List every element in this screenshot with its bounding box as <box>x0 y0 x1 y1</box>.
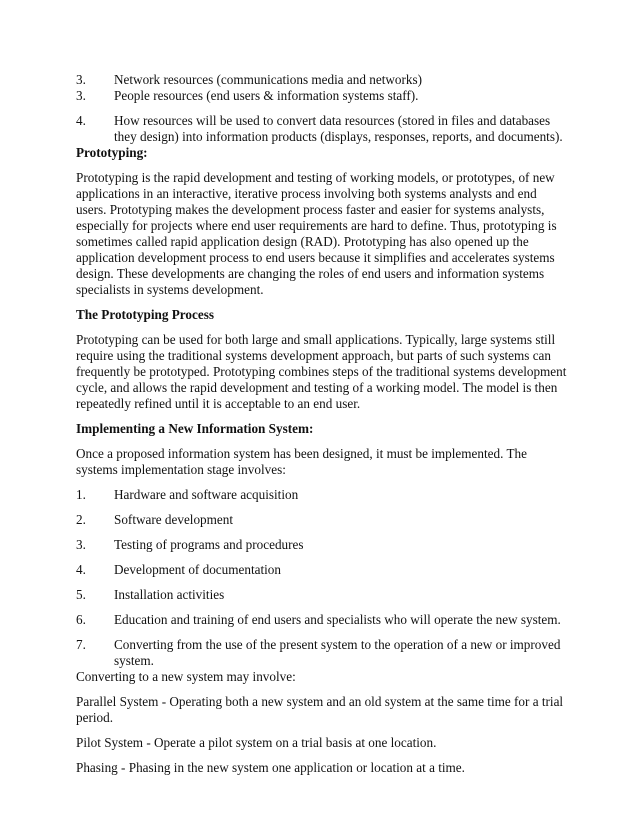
list-text: Converting from the use of the present system to the operation of a new or improved system. <box>114 637 561 668</box>
list-number: 3. <box>76 537 86 552</box>
list-item <box>76 537 568 553</box>
prototyping-process-heading: The Prototyping Process <box>76 307 214 322</box>
list-item <box>76 72 568 88</box>
list-item <box>76 512 568 528</box>
list-text: How resources will be used to convert data resources (stored in files and databases they design) into information products (displays, responses, reports, and documents). <box>114 113 563 144</box>
list-text: Development of documentation <box>114 562 281 577</box>
list-item <box>76 113 568 145</box>
list-number: 2. <box>76 512 86 527</box>
parallel-system-paragraph: Parallel System - Operating both a new system and an old system at the same time for a trial period. <box>76 694 564 725</box>
converting-intro: Converting to a new system may involve: <box>76 669 296 684</box>
list-text: Testing of programs and procedures <box>114 537 304 552</box>
list-text: Software development <box>114 512 234 527</box>
list-number: 3. <box>76 88 86 103</box>
list-number: 1. <box>76 487 86 502</box>
list-number: 6. <box>76 612 86 627</box>
list-text: Network resources (communications media and networks) <box>114 72 422 87</box>
implementing-intro: Once a proposed information system has been designed, it must be implemented. The systems implementation stage involves: <box>76 446 527 477</box>
list-item <box>76 88 568 104</box>
resources-list <box>76 72 568 145</box>
pilot-system-paragraph: Pilot System - Operate a pilot system on a trial basis at one location. <box>76 735 437 750</box>
list-number: 5. <box>76 587 86 602</box>
document-page <box>76 72 568 776</box>
prototyping-paragraph: Prototyping is the rapid development and testing of working models, or prototypes, of new applications in an interactive, iterative process involving both systems analysts and end users. Prototyping makes the development process faster and easier for systems analysts, especially for projects where end user requirements are hard to define. Thus, prototyping is sometimes called rapid application design (RAD). Prototyping has also opened up the application development process to end users because it simplifies and accelerates systems design. These developments are changing the roles of end users and information systems specialists in systems development. <box>76 170 557 297</box>
list-item <box>76 587 568 603</box>
phasing-paragraph: Phasing - Phasing in the new system one application or location at a time. <box>76 760 465 775</box>
list-text: Installation activities <box>114 587 225 602</box>
list-number: 7. <box>76 637 86 652</box>
list-text: Hardware and software acquisition <box>114 487 299 502</box>
list-number: 4. <box>76 562 86 577</box>
list-text: Education and training of end users and specialists who will operate the new system. <box>114 612 561 627</box>
prototyping-process-paragraph: Prototyping can be used for both large and small applications. Typically, large systems still require using the traditional systems development approach, but parts of such systems can frequently be prototyped. Prototyping combines steps of the traditional systems development cycle, and allows the rapid development and testing of a working model. The model is then repeatedly refined until it is acceptable to an end user. <box>76 332 567 411</box>
implementing-heading: Implementing a New Information System: <box>76 421 314 436</box>
list-item <box>76 637 568 669</box>
implementation-steps-list <box>76 487 568 669</box>
list-item <box>76 612 568 628</box>
prototyping-heading: Prototyping: <box>76 145 148 160</box>
list-item <box>76 562 568 578</box>
list-number: 4. <box>76 113 86 128</box>
list-item <box>76 487 568 503</box>
list-text: People resources (end users & information systems staff). <box>114 88 419 103</box>
list-number: 3. <box>76 72 86 87</box>
